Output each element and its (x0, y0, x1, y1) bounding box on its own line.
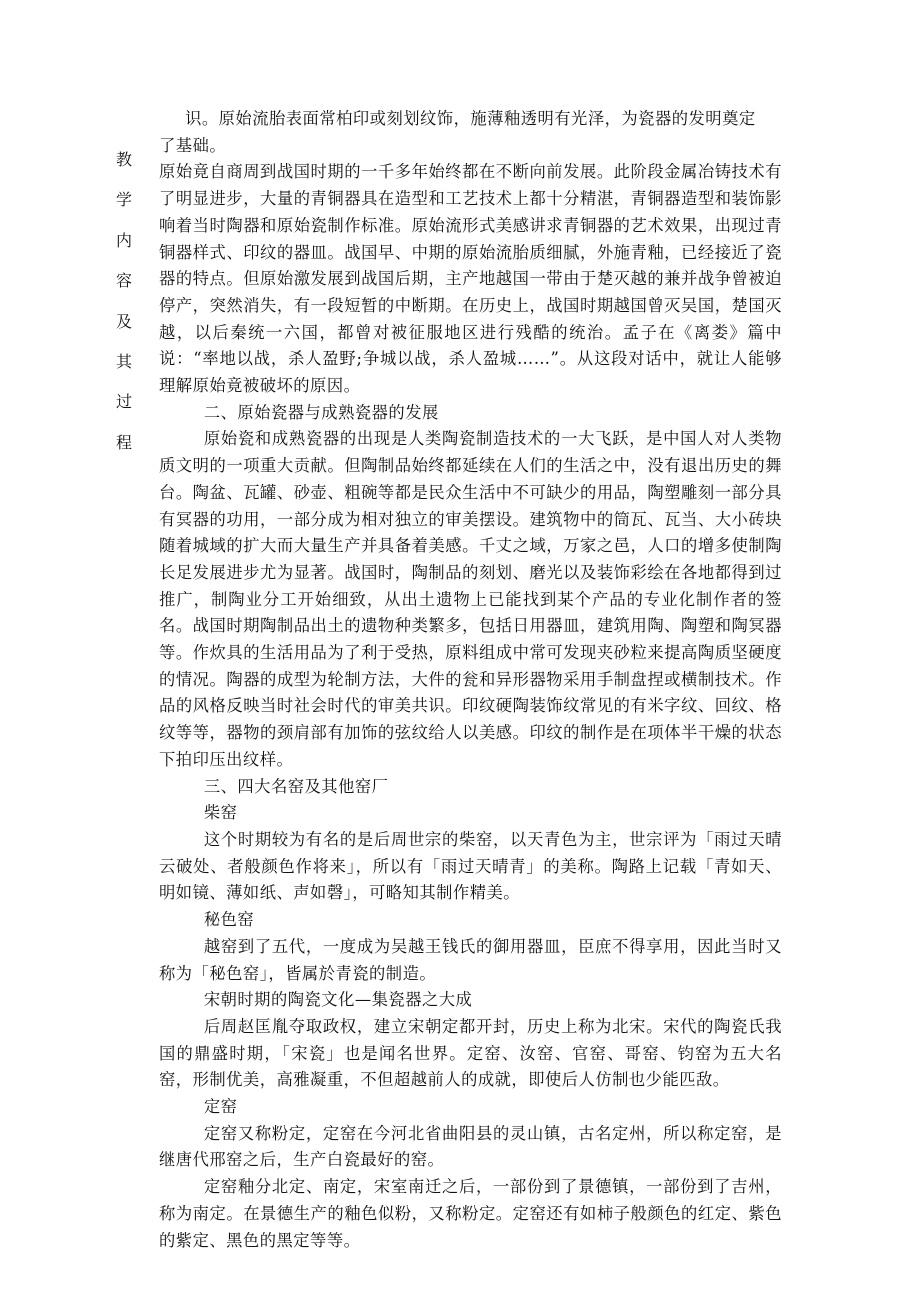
main-text (159, 106, 782, 1254)
sidebar-char: 内 (115, 230, 132, 250)
sidebar-char: 过 (115, 392, 132, 412)
sidebar-label (114, 152, 134, 475)
sidebar-char: 容 (115, 271, 132, 291)
paragraph: 后周赵匡胤夺取政权，建立宋朝定都开封，历史上称为北宋。宋代的陶瓷氏我国的鼎盛时期，「宋瓷」也是闻名世界。定窑、汝窑、官窑、哥窑、钧窑为五大名窑，形制优美，高雅凝重，不但超越前人的成就，即使后人仿制也少能匹敌。 (159, 1016, 782, 1090)
paragraph-continued: 识。原始流胎表面常柏印或刻划纹饰，施薄釉透明有光泽，为瓷器的发明奠定 (185, 109, 756, 128)
paragraph-continued-end: 了基础。 (159, 135, 227, 155)
paragraph: 原始竟自商周到战国时期的一千多年始终都在不断向前发展。此阶段金属冶铸技术有了明显进步，大量的青铜器具在造型和工艺技术上都十分精湛，青铜器造型和装饰影响着当时陶器和原始瓷制作标准。原始流形式美感讲求青铜器的艺术效果，出现过青铜器样式、印纹的器皿。战国早、中期的原始流胎质细腻，外施青釉，已经接近了瓷器的特点。但原始激发展到战国后期，主产地越国一带由于楚灭越的兼并战争曾被迫停产，突然消失，有一段短暂的中断期。在历史上，战国时期越国曾灭吴国，楚国灭越，以后秦统一六国，都曾对被征服地区进行残酷的统治。孟子在《离娄》篇中说：“率地以战，杀人盈野;争城以战，杀人盈城……”。从这段对话中，就让人能够理解原始竟被破坏的原因。 (159, 162, 782, 396)
subheading: 柴窑 (203, 803, 238, 823)
paragraph: 定窑釉分北定、南定，宋室南迁之后，一部份到了景德镇，一部份到了吉州，称为南定。在景德生产的釉色似粉，又称粉定。定窑还有如柿子般颜色的红定、紫色的紫定、黑色的黑定等等。 (159, 1177, 782, 1250)
sidebar-char: 教 (115, 150, 132, 169)
section-heading: 三、四大名窑及其他窑厂 (203, 776, 389, 796)
sidebar-char: 程 (115, 432, 132, 452)
paragraph: 原始瓷和成熟瓷器的出现是人类陶瓷制造技术的一大飞跃，是中国人对人类物质文明的一项重大贡献。但陶制品始终都延续在人们的生活之中，没有退出历史的舞台。陶盆、瓦罐、砂壶、粗碗等都是民众生活中不可缺少的用品，陶塑雕刻一部分具有冥器的功用，一部分成为相对独立的审美摆设。建筑物中的筒瓦、瓦当、大小砖块随着城域的扩大而大量生产并具备着美感。千丈之域，万家之邑，人口的增多使制陶长足发展进步尤为显著。战国时，陶制品的刻划、磨光以及装饰彩绘在各地都得到过推广，制陶业分工开始细致，从出土遗物上已能找到某个产品的专业化制作者的签名。战国时期陶制品出土的遗物种类繁多，包括日用器皿，建筑用陶、陶塑和陶冥器等。作炊具的生活用品为了利于受热，原料组成中常可发现夹砂粒来提高陶质坚硬度的情况。陶器的成型为轮制方法，大件的瓮和异形器物采用手制盘捏或横制技术。作品的风格反映当时社会时代的审美共识。印纹硬陶装饰纹常见的有米字纹、回纹、格纹等等，器物的颈肩部有加饰的弦纹给人以美感。印纹的制作是在项体半干燥的状态下拍印压出纹样。 (159, 429, 782, 769)
sidebar-char: 及 (115, 311, 132, 331)
section-heading: 二、原始瓷器与成熟瓷器的发展 (203, 402, 439, 422)
subheading: 宋朝时期的陶瓷文化—集瓷器之大成 (203, 990, 473, 1010)
sidebar-char: 其 (115, 351, 132, 371)
subheading: 定窑 (203, 1097, 238, 1117)
paragraph: 定窑又称粉定，定窑在今河北省曲阳县的灵山镇，古名定州，所以称定窑，是继唐代邢窑之后，生产白瓷最好的窑。 (159, 1123, 782, 1170)
paragraph: 这个时期较为有名的是后周世宗的柴窑，以天青色为主，世宗评为「雨过天晴云破处、者般颜色作将来」，所以有「雨过天晴青」的美称。陶路上记载「青如天、明如镜、薄如纸、声如磬」，可略知其制作精美。 (159, 829, 782, 903)
paragraph: 越窑到了五代，一度成为吴越王钱氏的御用器皿，臣庶不得享用，因此当时又称为「秘色窑」，皆属於青瓷的制造。 (159, 936, 782, 983)
sidebar-char: 学 (115, 190, 132, 210)
subheading: 秘色窑 (203, 910, 255, 930)
